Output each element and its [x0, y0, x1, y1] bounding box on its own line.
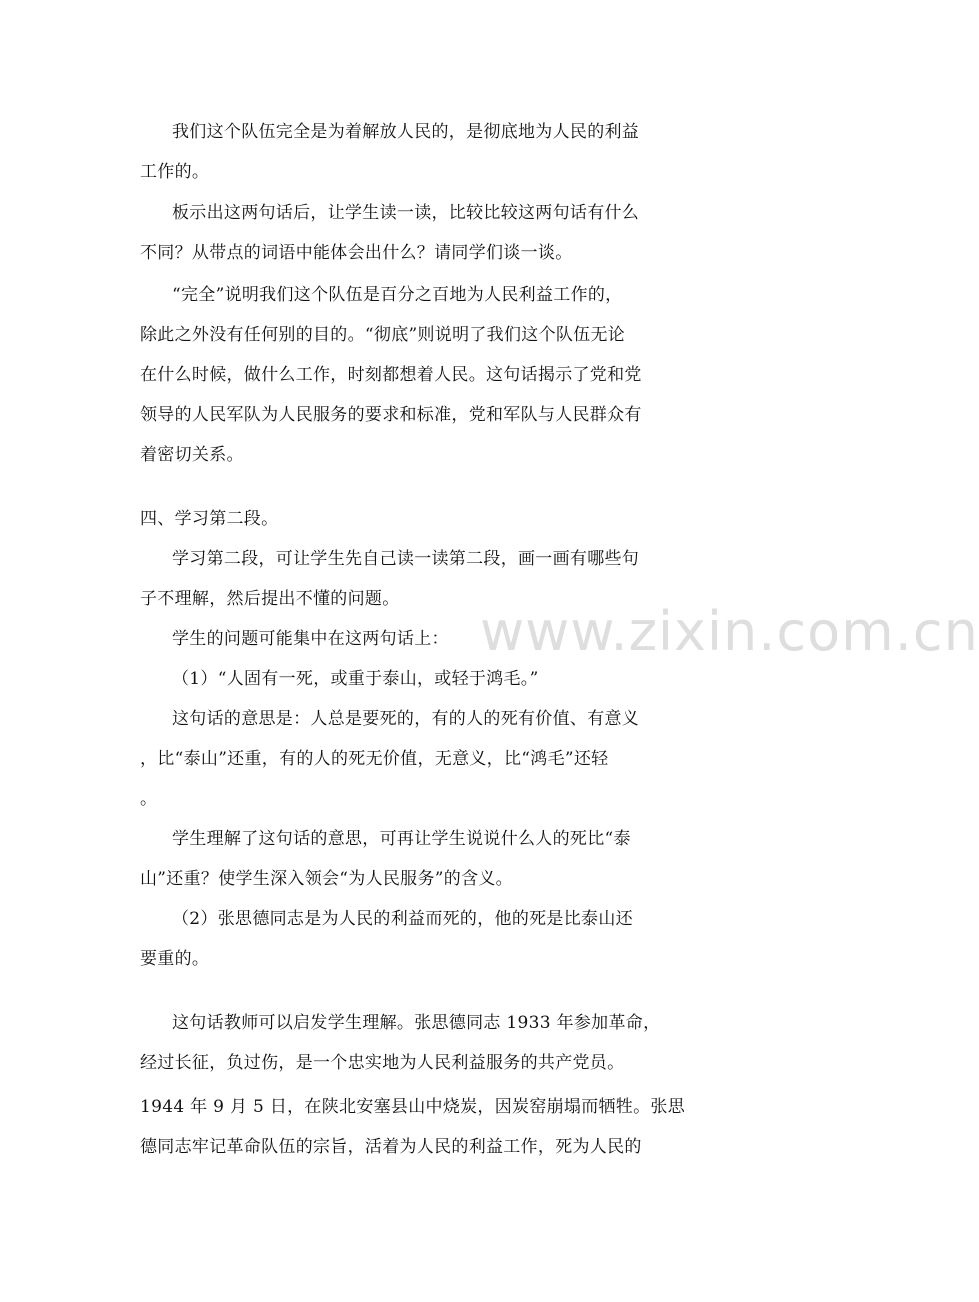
- paragraph-line: 在什么时候，做什么工作，时刻都想着人民。这句话揭示了党和党: [140, 365, 642, 385]
- paragraph-line: 山”还重？使学生深入领会“为人民服务”的含义。: [140, 869, 513, 889]
- paragraph-line: ，比“泰山”还重，有的人的死无价值，无意义，比“鸿毛”还轻: [140, 749, 609, 769]
- paragraph-line: 工作的。: [140, 162, 210, 182]
- quote-line: （1）“人固有一死，或重于泰山，或轻于鸿毛。”: [172, 669, 539, 689]
- paragraph-line: 学生理解了这句话的意思，可再让学生说说什么人的死比“泰: [172, 829, 631, 849]
- section-heading: 四、学习第二段。: [140, 509, 279, 529]
- paragraph-line: 除此之外没有任何别的目的。“彻底”则说明了我们这个队伍无论: [140, 325, 626, 345]
- paragraph-line: 1944 年 9 月 5 日，在陕北安塞县山中烧炭，因炭窑崩塌而牺牲。张思: [140, 1097, 686, 1117]
- watermark: www.zixin.com.cn: [480, 600, 979, 663]
- paragraph-line: 板示出这两句话后，让学生读一读，比较比较这两句话有什么: [172, 203, 640, 223]
- paragraph-line: 子不理解，然后提出不懂的问题。: [140, 589, 400, 609]
- paragraph-line: 经过长征，负过伤，是一个忠实地为人民利益服务的共产党员。: [140, 1053, 625, 1073]
- paragraph-line: 要重的。: [140, 949, 210, 969]
- paragraph-line: 学生的问题可能集中在这两句话上：: [172, 629, 449, 649]
- paragraph-line: 不同？从带点的词语中能体会出什么？请同学们谈一谈。: [140, 243, 573, 263]
- paragraph-line: 这句话教师可以启发学生理解。张思德同志 1933 年参加革命，: [172, 1013, 661, 1033]
- paragraph-line: 。: [140, 789, 158, 809]
- paragraph-line: 这句话的意思是：人总是要死的，有的人的死有价值、有意义: [172, 709, 640, 729]
- paragraph-line: 领导的人民军队为人民服务的要求和标准，党和军队与人民群众有: [140, 405, 642, 425]
- paragraph-line: 着密切关系。: [140, 445, 244, 465]
- quote-line: （2）张思德同志是为人民的利益而死的，他的死是比泰山还: [172, 909, 633, 929]
- paragraph-line: 我们这个队伍完全是为着解放人民的，是彻底地为人民的利益: [172, 122, 640, 142]
- paragraph-line: 德同志牢记革命队伍的宗旨，活着为人民的利益工作，死为人民的: [140, 1137, 642, 1157]
- paragraph-line: 学习第二段，可让学生先自己读一读第二段，画一画有哪些句: [172, 549, 640, 569]
- paragraph-line: “完全”说明我们这个队伍是百分之百地为人民利益工作的，: [172, 285, 623, 305]
